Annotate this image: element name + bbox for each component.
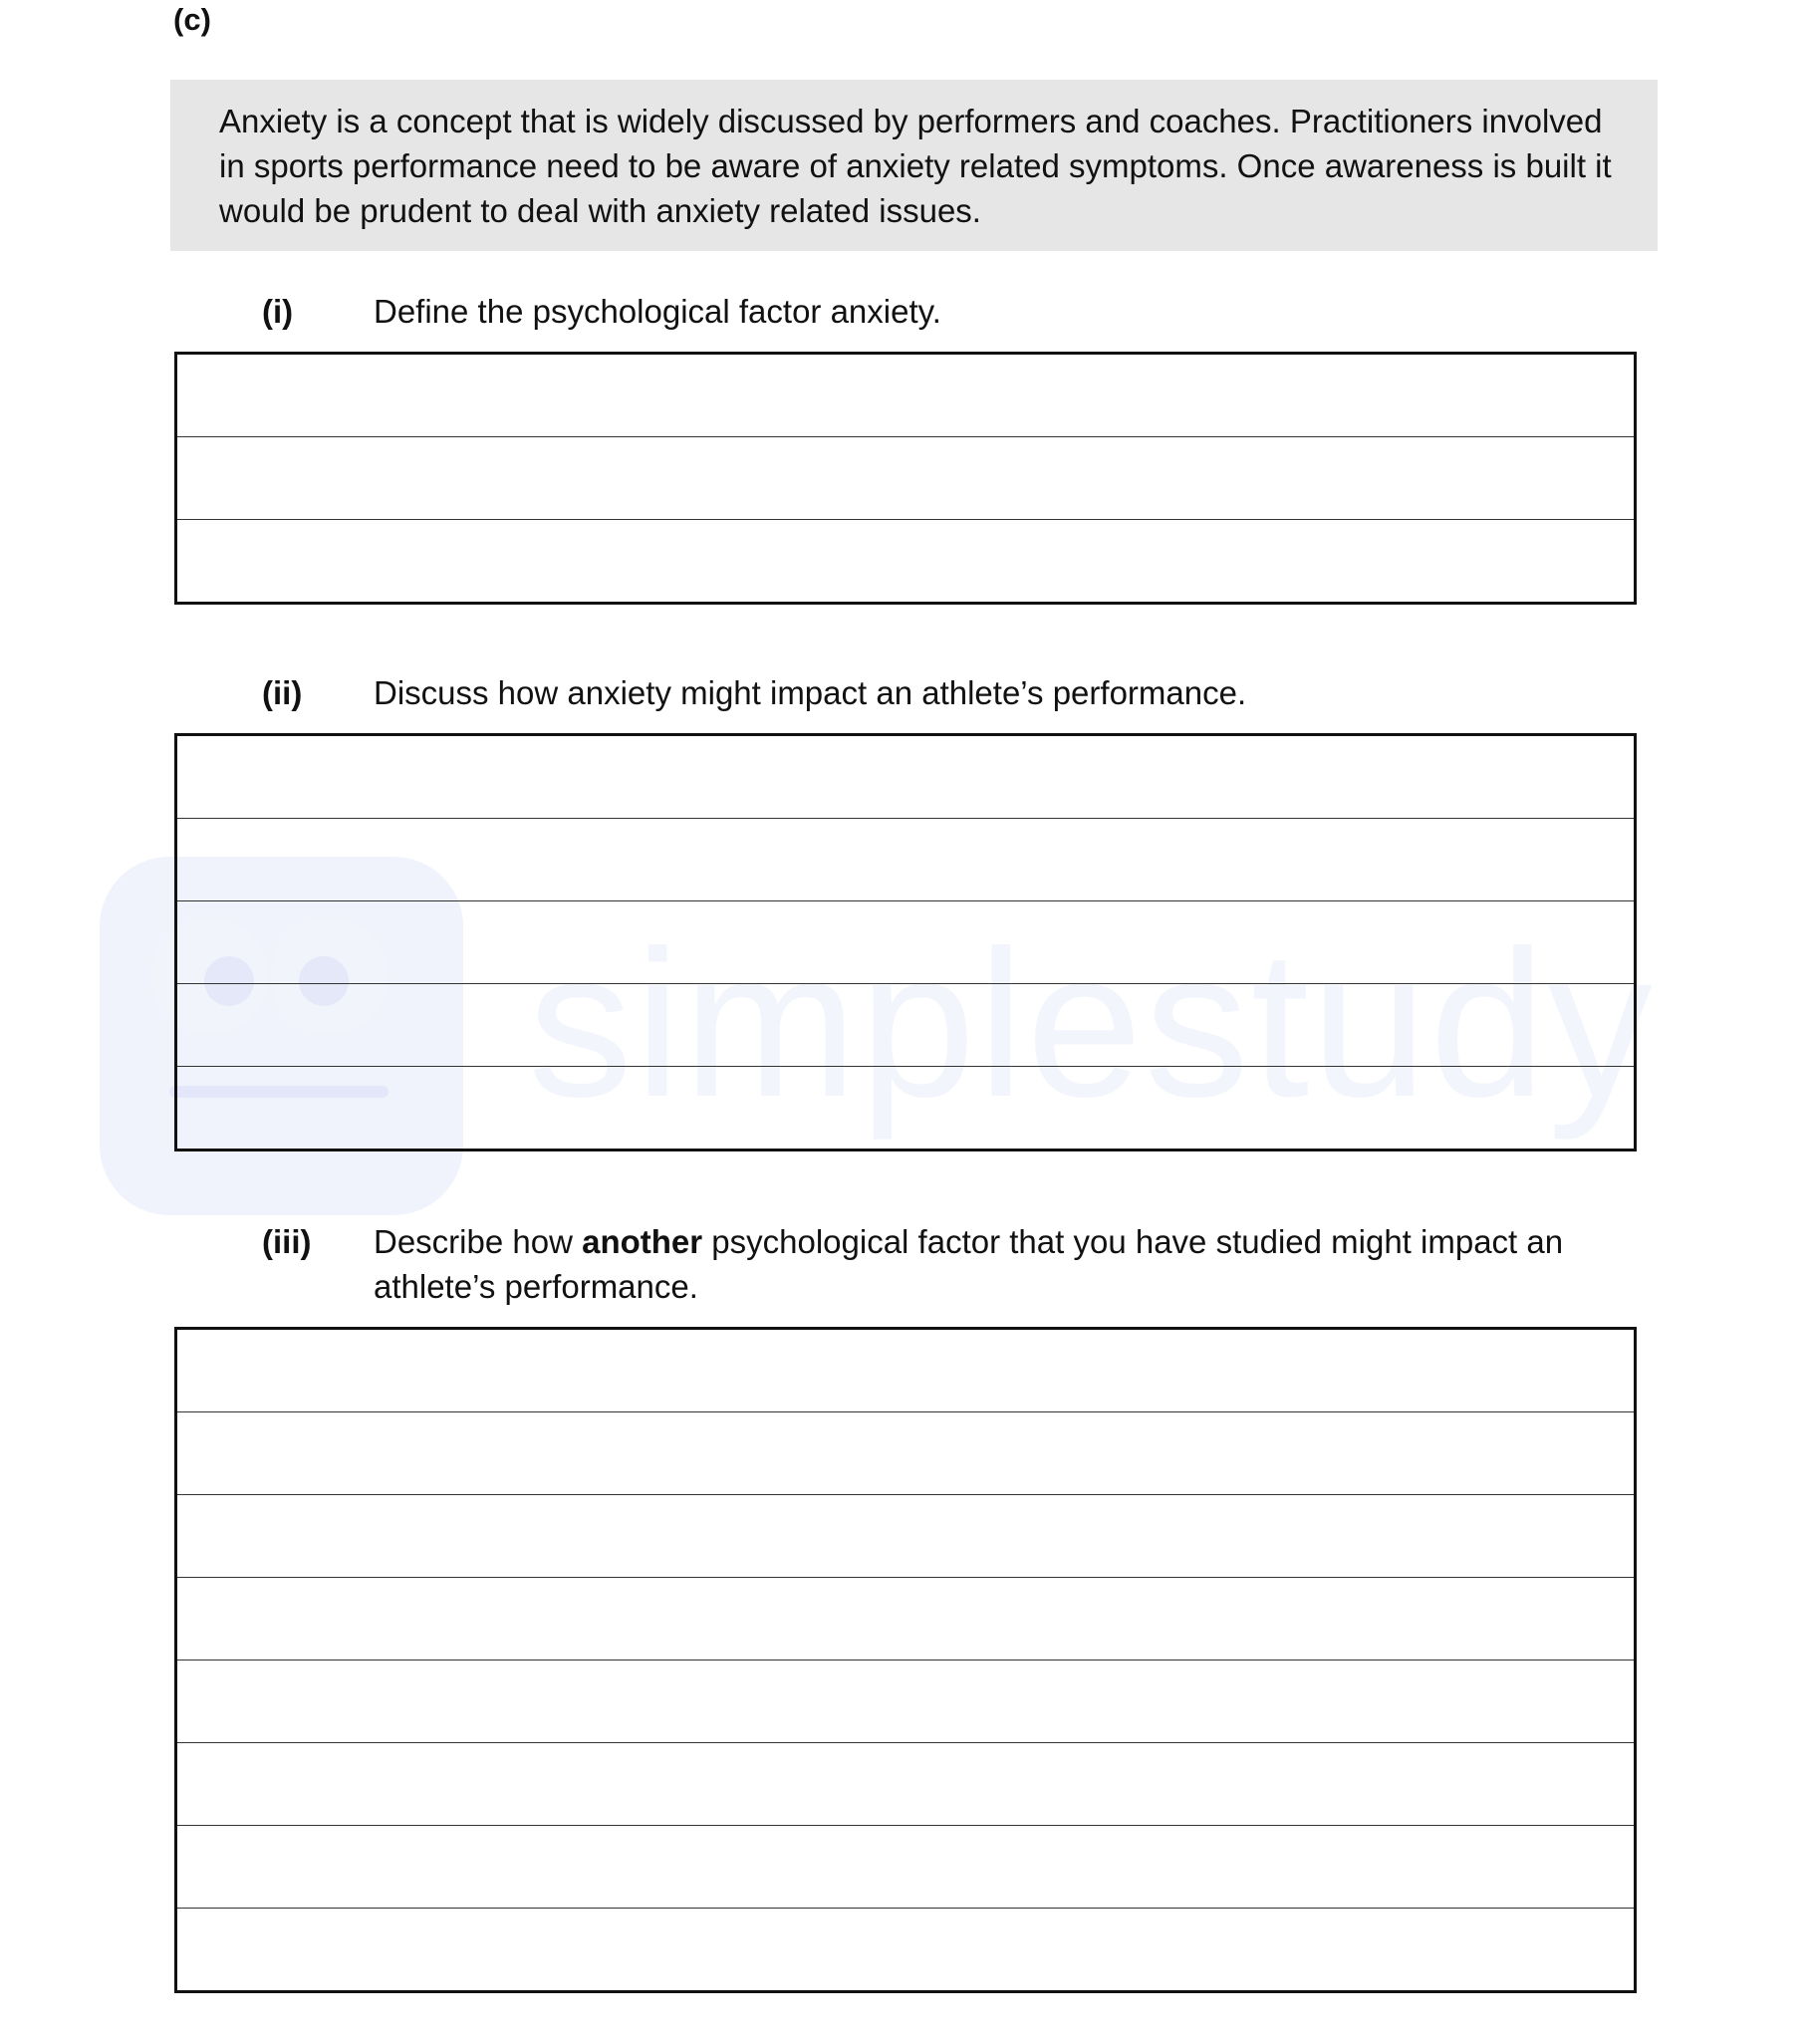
- question-text: Discuss how anxiety might impact an athlete’s performance.: [374, 674, 1247, 711]
- answer-line[interactable]: [177, 1412, 1634, 1495]
- answer-line[interactable]: [177, 437, 1634, 520]
- question-stem: Anxiety is a concept that is widely discussed by performers and coaches. Practitioners involved in sports performance need to be aware of anxiety related symptoms. Once awareness is built it would be prudent to deal with anxiety related issues.: [170, 80, 1658, 251]
- question-number: (iii): [262, 1223, 312, 1260]
- answer-line[interactable]: [177, 819, 1634, 901]
- answer-box-iii[interactable]: [174, 1327, 1637, 1993]
- question-text: Define the psychological factor anxiety.: [374, 293, 941, 330]
- answer-line[interactable]: [177, 355, 1634, 437]
- answer-line[interactable]: [177, 1743, 1634, 1826]
- watermark-text: simplestudy: [528, 906, 1655, 1141]
- answer-line[interactable]: [177, 1909, 1634, 1990]
- answer-box-ii[interactable]: [174, 733, 1637, 1151]
- answer-line[interactable]: [177, 1330, 1634, 1412]
- answer-line[interactable]: [177, 1826, 1634, 1909]
- question-i: [262, 289, 1657, 334]
- part-label: (c): [173, 2, 211, 37]
- answer-line[interactable]: [177, 1578, 1634, 1661]
- answer-line[interactable]: [177, 1661, 1634, 1743]
- question-iii: [262, 1219, 1657, 1309]
- answer-line[interactable]: [177, 984, 1634, 1067]
- question-text: Describe how another psychological factor that you have studied might impact an athlete’s performance.: [374, 1223, 1564, 1305]
- answer-line[interactable]: [177, 1495, 1634, 1578]
- question-ii: [262, 670, 1657, 715]
- question-number: (i): [262, 293, 294, 330]
- answer-line[interactable]: [177, 901, 1634, 984]
- question-number: (ii): [262, 674, 303, 711]
- answer-line[interactable]: [177, 736, 1634, 819]
- answer-box-i[interactable]: [174, 352, 1637, 605]
- answer-line[interactable]: [177, 1067, 1634, 1149]
- answer-line[interactable]: [177, 520, 1634, 602]
